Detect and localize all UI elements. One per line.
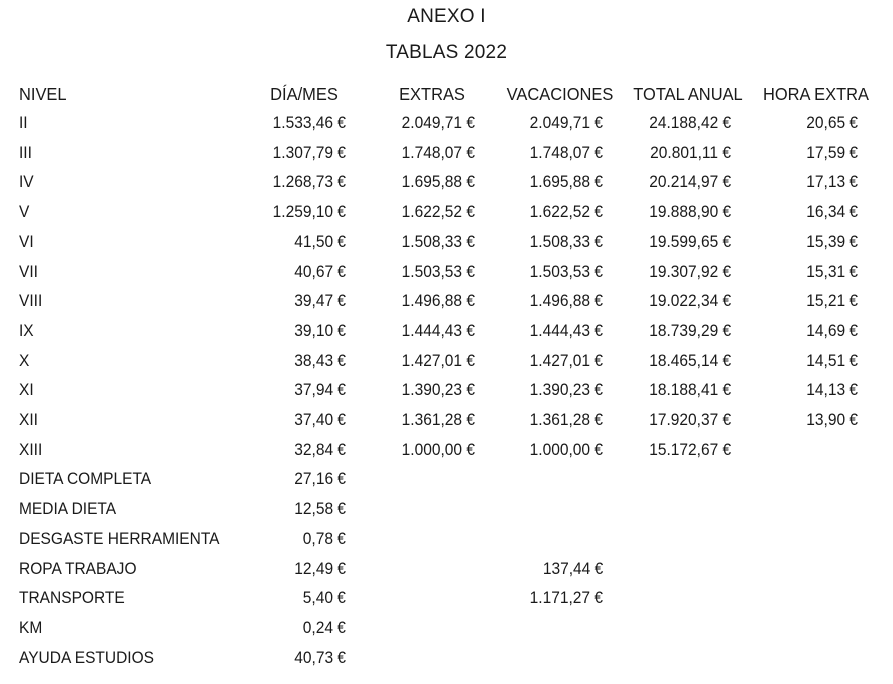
row-label: XIII bbox=[19, 440, 43, 459]
cell-dia-mes: 12,58 € bbox=[294, 500, 346, 519]
row-label: XI bbox=[19, 381, 34, 400]
cell-vacaciones: 1.444,43 € bbox=[529, 321, 603, 340]
cell-total-anual: 19.022,34 € bbox=[649, 292, 731, 311]
cell-dia-mes: 12,49 € bbox=[294, 559, 346, 578]
cell-vacaciones: 2.049,71 € bbox=[529, 114, 603, 132]
row-label: IX bbox=[19, 321, 34, 340]
cell-total-anual: 19.599,65 € bbox=[649, 232, 731, 251]
row-label: VII bbox=[19, 262, 38, 281]
row-label: KM bbox=[19, 618, 43, 637]
cell-hora-extra: 14,13 € bbox=[806, 381, 858, 400]
cell-extras: 1.444,43 € bbox=[401, 321, 475, 340]
cell-dia-mes: 39,10 € bbox=[294, 321, 346, 340]
cell-dia-mes: 37,40 € bbox=[294, 411, 346, 429]
cell-vacaciones: 1.496,88 € bbox=[529, 292, 603, 311]
cell-total-anual: 20.801,11 € bbox=[650, 143, 731, 162]
cell-vacaciones: 1.171,27 € bbox=[529, 589, 603, 608]
row-label: III bbox=[19, 143, 32, 162]
cell-dia-mes: 0,24 € bbox=[302, 618, 346, 637]
cell-vacaciones: 1.427,01 € bbox=[529, 351, 603, 370]
cell-vacaciones: 1.748,07 € bbox=[529, 143, 603, 162]
row-label: IV bbox=[19, 173, 34, 192]
row-label: V bbox=[19, 203, 30, 222]
cell-extras: 1.000,00 € bbox=[401, 440, 475, 459]
cell-dia-mes: 32,84 € bbox=[294, 440, 346, 459]
cell-dia-mes: 1.533,46 € bbox=[272, 114, 346, 132]
cell-extras: 1.622,52 € bbox=[401, 203, 475, 222]
row-label: VI bbox=[19, 232, 34, 251]
cell-dia-mes: 38,43 € bbox=[294, 351, 346, 370]
cell-dia-mes: 39,47 € bbox=[294, 292, 346, 311]
cell-total-anual: 20.214,97 € bbox=[649, 173, 731, 192]
cell-hora-extra: 15,21 € bbox=[806, 292, 858, 311]
cell-dia-mes: 1.307,79 € bbox=[272, 143, 346, 162]
row-label: DIETA COMPLETA bbox=[19, 470, 152, 489]
row-label: ROPA TRABAJO bbox=[19, 559, 137, 578]
cell-vacaciones: 1.503,53 € bbox=[529, 262, 603, 281]
cell-extras: 1.390,23 € bbox=[401, 381, 475, 400]
header-vacaciones: VACACIONES bbox=[506, 84, 614, 104]
cell-dia-mes: 27,16 € bbox=[294, 470, 346, 489]
cell-hora-extra: 17,59 € bbox=[806, 143, 858, 162]
cell-hora-extra: 16,34 € bbox=[806, 203, 858, 222]
cell-hora-extra: 14,51 € bbox=[806, 351, 858, 370]
cell-vacaciones: 1.361,28 € bbox=[529, 411, 603, 429]
header-extras: EXTRAS bbox=[399, 84, 465, 104]
row-label: DESGASTE HERRAMIENTA bbox=[19, 529, 220, 548]
cell-extras: 1.508,33 € bbox=[401, 232, 475, 251]
tables-subtitle: TABLAS 2022 bbox=[385, 42, 508, 63]
cell-extras: 1.748,07 € bbox=[401, 143, 475, 162]
cell-extras: 1.503,53 € bbox=[401, 262, 475, 281]
cell-vacaciones: 1.695,88 € bbox=[529, 173, 603, 192]
cell-hora-extra: 15,31 € bbox=[806, 262, 858, 281]
header-nivel: NIVEL bbox=[19, 84, 67, 104]
header-total-anual: TOTAL ANUAL bbox=[633, 84, 743, 104]
cell-extras: 1.361,28 € bbox=[401, 411, 475, 429]
cell-dia-mes: 1.268,73 € bbox=[272, 173, 346, 192]
cell-extras: 2.049,71 € bbox=[401, 114, 475, 132]
row-label: XII bbox=[19, 411, 38, 429]
cell-total-anual: 15.172,67 € bbox=[649, 440, 731, 459]
cell-vacaciones: 1.000,00 € bbox=[529, 440, 603, 459]
cell-total-anual: 24.188,42 € bbox=[649, 114, 731, 132]
cell-total-anual: 17.920,37 € bbox=[649, 411, 731, 429]
cell-vacaciones: 1.508,33 € bbox=[529, 232, 603, 251]
row-label: II bbox=[19, 114, 28, 132]
row-label: TRANSPORTE bbox=[19, 589, 125, 608]
cell-vacaciones: 137,44 € bbox=[542, 559, 603, 578]
cell-dia-mes: 40,73 € bbox=[294, 648, 346, 667]
cell-total-anual: 18.465,14 € bbox=[649, 351, 731, 370]
cell-hora-extra: 15,39 € bbox=[806, 232, 858, 251]
cell-vacaciones: 1.390,23 € bbox=[529, 381, 603, 400]
cell-dia-mes: 41,50 € bbox=[294, 232, 346, 251]
cell-hora-extra: 20,65 € bbox=[806, 114, 858, 132]
cell-vacaciones: 1.622,52 € bbox=[529, 203, 603, 222]
cell-dia-mes: 40,67 € bbox=[294, 262, 346, 281]
row-label: X bbox=[19, 351, 30, 370]
cell-extras: 1.427,01 € bbox=[401, 351, 475, 370]
cell-total-anual: 18.739,29 € bbox=[649, 321, 731, 340]
cell-total-anual: 19.307,92 € bbox=[649, 262, 731, 281]
cell-total-anual: 19.888,90 € bbox=[649, 203, 731, 222]
annex-title: ANEXO I bbox=[407, 6, 486, 27]
cell-dia-mes: 0,78 € bbox=[302, 529, 346, 548]
cell-hora-extra: 14,69 € bbox=[806, 321, 858, 340]
cell-hora-extra: 13,90 € bbox=[806, 411, 858, 429]
header-hora-extra: HORA EXTRA bbox=[762, 84, 870, 104]
cell-extras: 1.695,88 € bbox=[401, 173, 475, 192]
cell-total-anual: 18.188,41 € bbox=[649, 381, 731, 400]
row-label: AYUDA ESTUDIOS bbox=[19, 648, 155, 667]
header-dia-mes: DÍA/MES bbox=[270, 84, 338, 104]
row-label: VIII bbox=[19, 292, 43, 311]
cell-dia-mes: 1.259,10 € bbox=[272, 203, 346, 222]
cell-hora-extra: 17,13 € bbox=[806, 173, 858, 192]
cell-dia-mes: 5,40 € bbox=[302, 589, 346, 608]
row-label: MEDIA DIETA bbox=[19, 500, 117, 519]
cell-extras: 1.496,88 € bbox=[401, 292, 475, 311]
cell-dia-mes: 37,94 € bbox=[294, 381, 346, 400]
